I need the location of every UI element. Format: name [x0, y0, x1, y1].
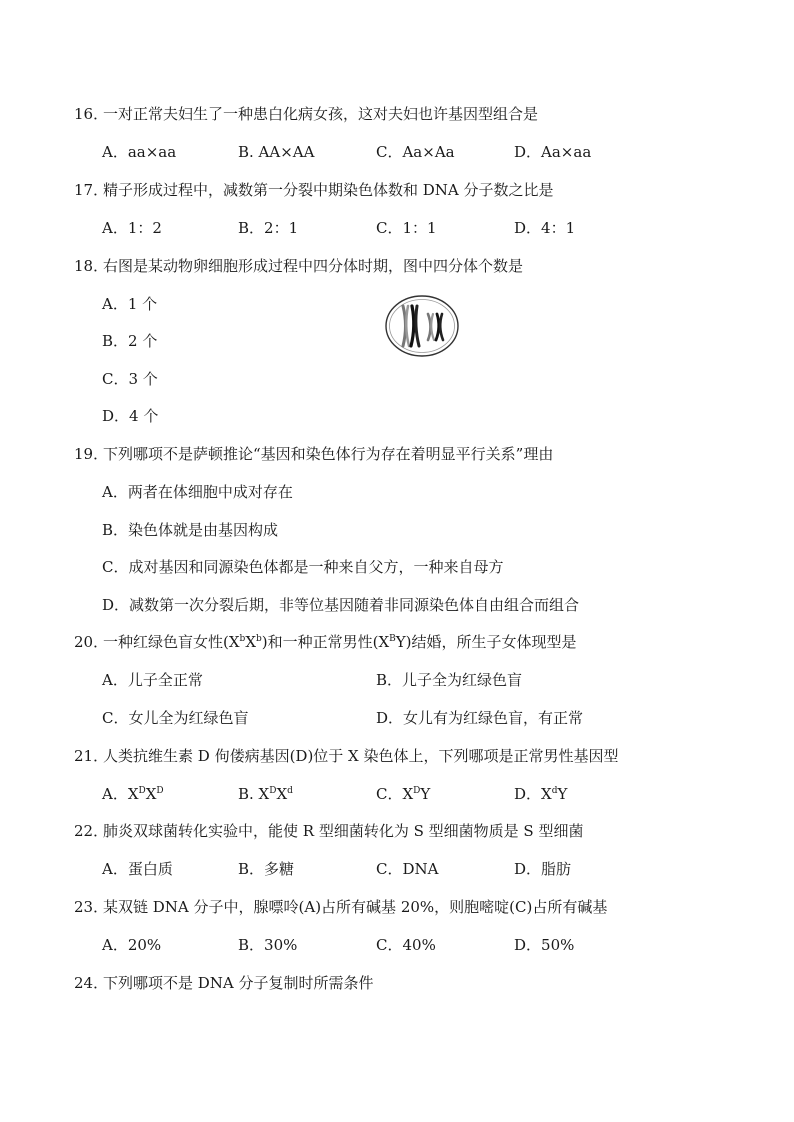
large-tetrad [403, 306, 419, 346]
question-23-option-a: A．20% [102, 936, 162, 954]
cell-tetrad-figure [384, 294, 460, 358]
question-17-option-b: B．2：1 [238, 219, 299, 237]
cell-outline [386, 296, 458, 356]
question-16-option-c: C．Aa×Aa [376, 143, 455, 161]
question-23-option-d: D．50% [514, 936, 575, 954]
question-18-option-b: B．2 个 [102, 332, 158, 350]
question-23-option-b: B．30% [238, 936, 298, 954]
question-17-option-c: C．1：1 [376, 219, 437, 237]
question-22-option-c: C．DNA [376, 860, 439, 878]
question-23-option-c: C．40% [376, 936, 436, 954]
question-18-option-d: D．4 个 [102, 407, 159, 425]
question-19-stem: 19．下列哪项不是萨顿推论“基因和染色体行为存在着明显平行关系”理由 [74, 445, 554, 463]
question-16-stem: 16．一对正常夫妇生了一种患白化病女孩，这对夫妇也许基因型组合是 [74, 105, 539, 123]
small-tetrad [428, 314, 443, 340]
question-22-option-b: B．多糖 [238, 860, 295, 878]
question-21-stem: 21．人类抗维生素 D 佝偻病基因(D)位于 X 染色体上，下列哪项是正常男性基因型 [74, 747, 619, 765]
question-23-stem: 23．某双链 DNA 分子中，腺嘌呤(A)占所有碱基 20%，则胞嘧啶(C)占所有碱基 [74, 898, 608, 916]
question-17-option-a: A．1：2 [102, 219, 162, 237]
question-17-stem: 17．精子形成过程中，减数第一分裂中期染色体数和 DNA 分子数之比是 [74, 181, 554, 199]
question-16-option-b: B. AA×AA [238, 143, 315, 161]
question-24-stem: 24．下列哪项不是 DNA 分子复制时所需条件 [74, 974, 374, 992]
question-21-option-a: A．$X^DX^D$ [102, 785, 164, 803]
question-21-option-c: C．$X^DY$ [376, 785, 431, 803]
question-16-option-d: D．Aa×aa [514, 143, 592, 161]
question-18-stem: 18．右图是某动物卵细胞形成过程中四分体时期，图中四分体个数是 [74, 257, 524, 275]
question-20-stem: 20．一种红绿色盲女性$(X^bX^b)$和一种正常男性$(X^BY)$结婚，所生子女体现型是 [74, 633, 577, 651]
question-19-option-c: C．成对基因和同源染色体都是一种来自父方，一种来自母方 [102, 558, 504, 576]
question-21-option-d: D．$X^dY$ [514, 785, 568, 803]
nuclear-outline [390, 300, 455, 353]
question-19-option-d: D．减数第一次分裂后期，非等位基因随着非同源染色体自由组合而组合 [102, 596, 580, 614]
question-16-option-a: A．aa×aa [102, 143, 177, 161]
question-20-option-c: C．女儿全为红绿色盲 [102, 709, 249, 727]
question-22-option-a: A．蛋白质 [102, 860, 173, 878]
question-18-option-a: A．1 个 [102, 295, 158, 313]
question-20-option-b: B．儿子全为红绿色盲 [376, 671, 523, 689]
question-18-option-c: C．3 个 [102, 370, 158, 388]
question-19-option-a: A．两者在体细胞中成对存在 [102, 483, 293, 501]
question-20-option-a: A．儿子全正常 [102, 671, 203, 689]
question-19-option-b: B．染色体就是由基因构成 [102, 521, 279, 539]
question-22-stem: 22．肺炎双球菌转化实验中，能使 R 型细菌转化为 S 型细菌物质是 S 型细菌 [74, 822, 584, 840]
question-17-option-d: D．4：1 [514, 219, 576, 237]
question-20-option-d: D．女儿有为红绿色盲，有正常 [376, 709, 584, 727]
question-22-option-d: D．脂肪 [514, 860, 572, 878]
question-21-option-b: B. $X^DX^d$ [238, 785, 293, 803]
